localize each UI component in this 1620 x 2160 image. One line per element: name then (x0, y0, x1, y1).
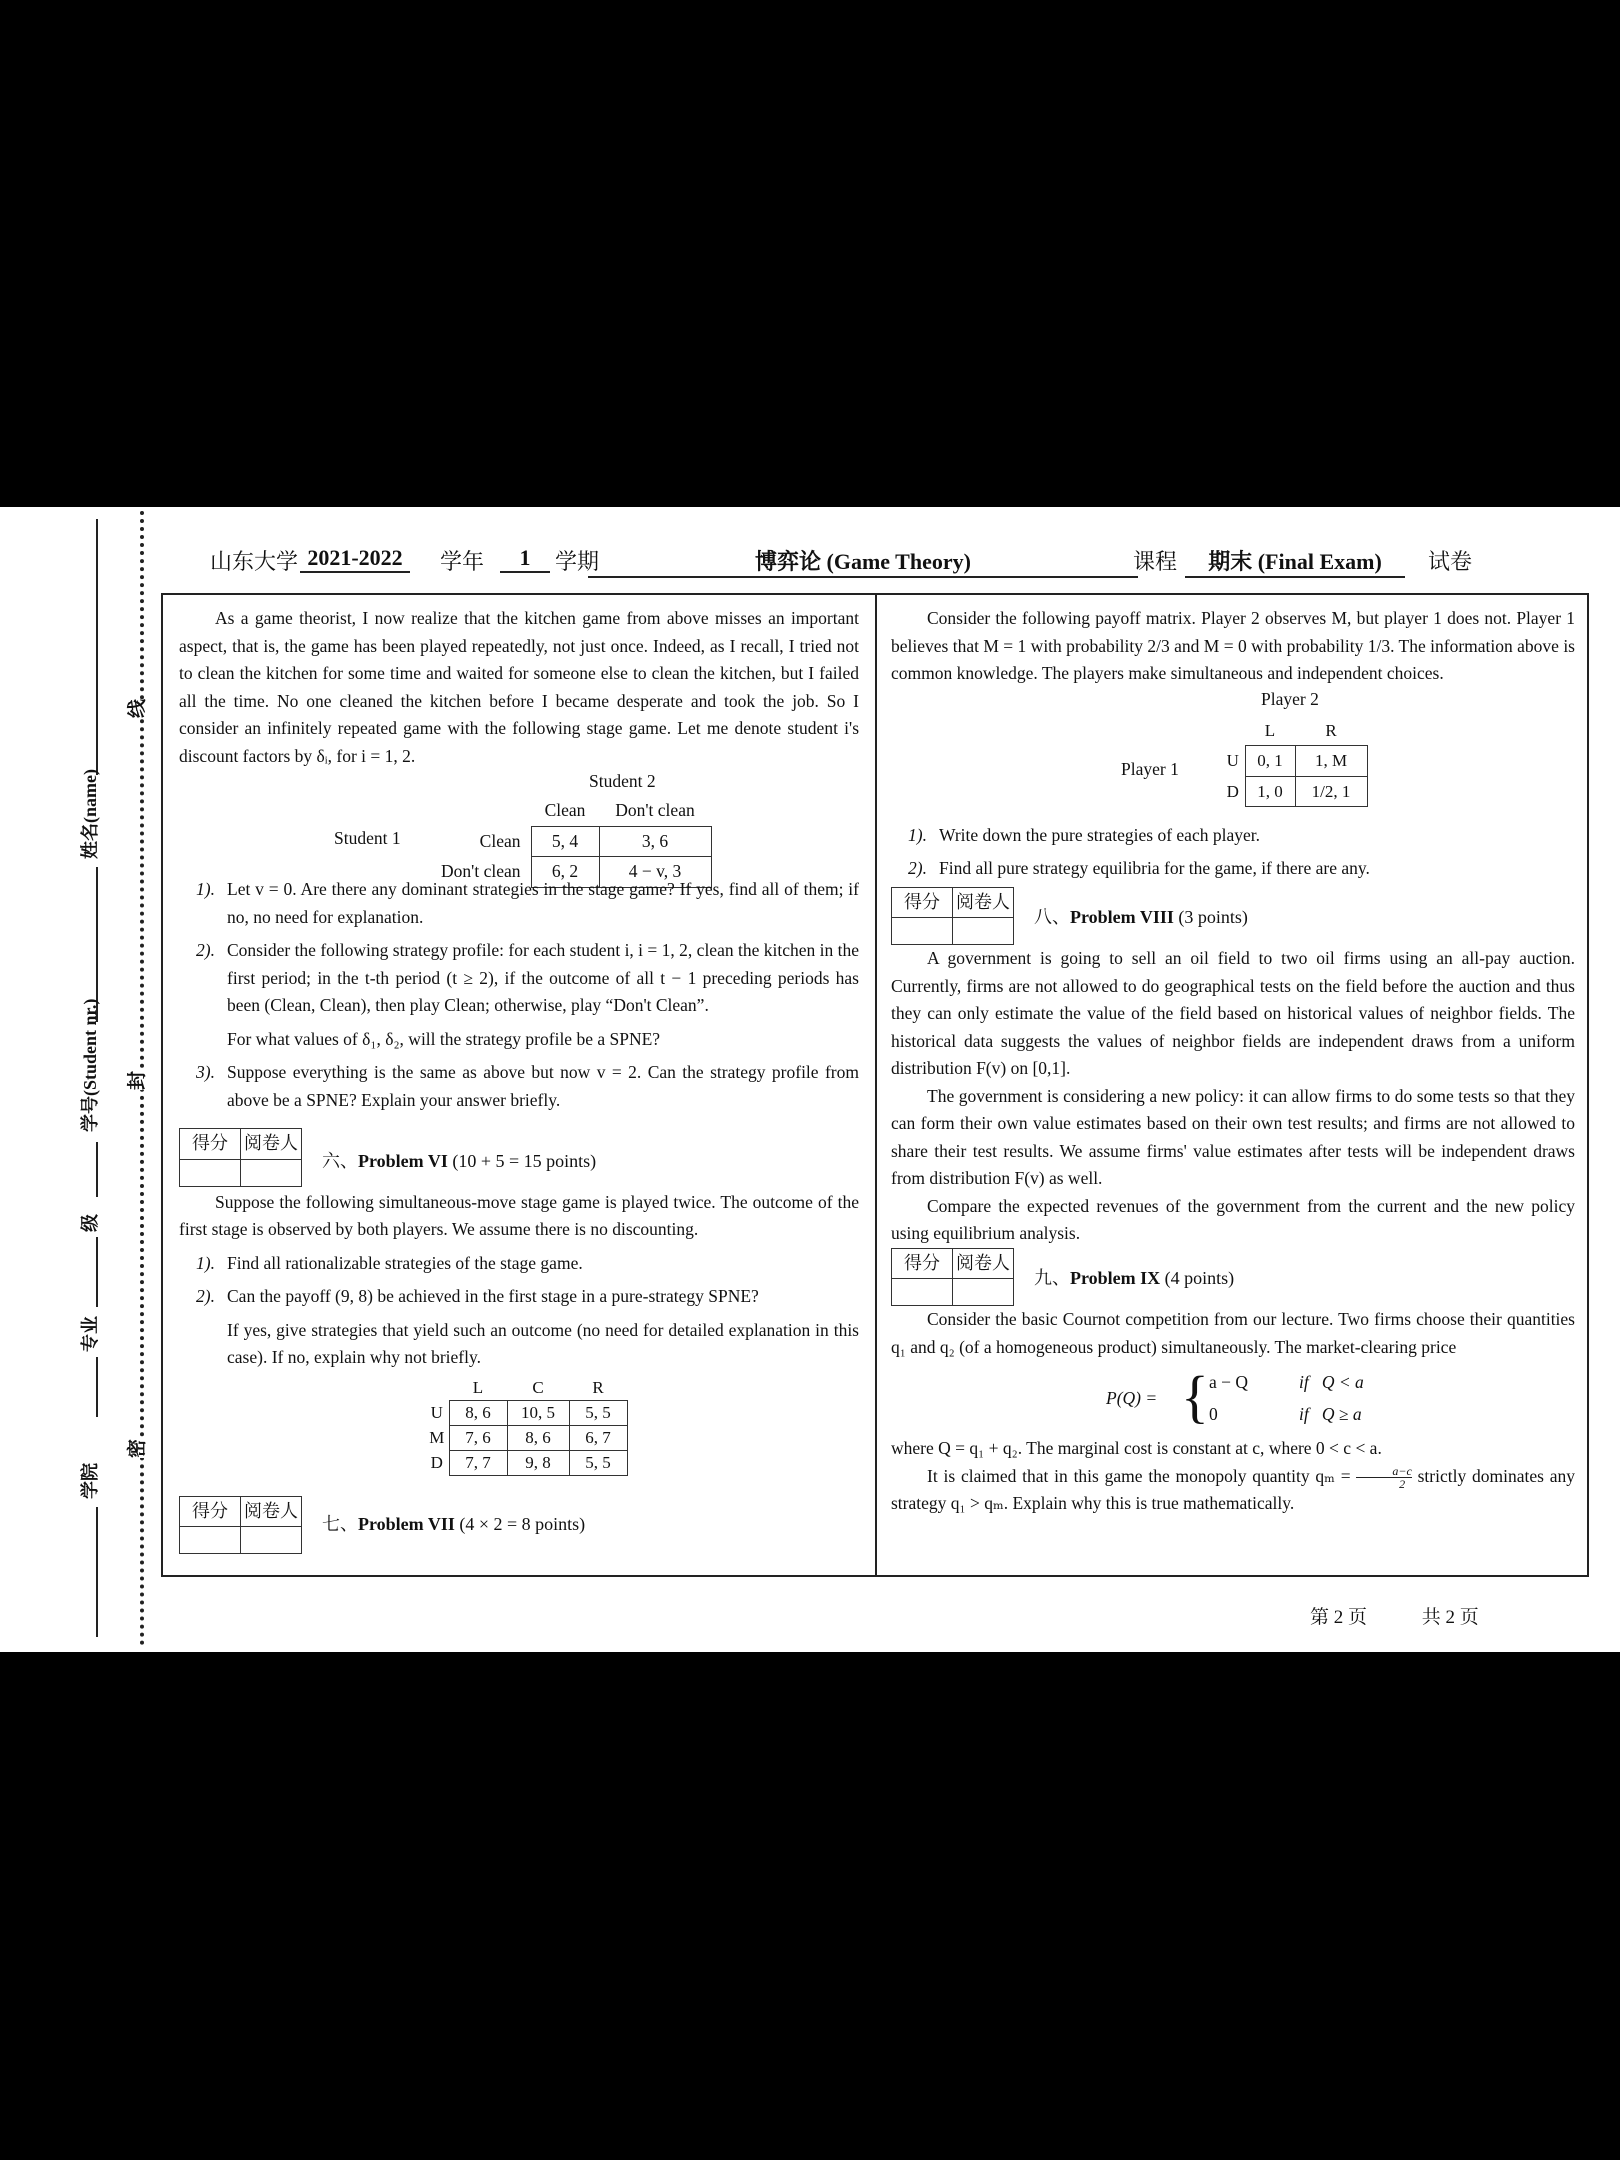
row-d: D (1226, 781, 1239, 801)
grader-field[interactable] (953, 918, 1014, 945)
problem-9-header (891, 1248, 1575, 1307)
grader-field[interactable] (241, 1527, 302, 1554)
score-box (179, 1128, 302, 1187)
col-r: R (592, 1377, 604, 1397)
college-label: 学院 (80, 1463, 100, 1499)
right-column (891, 605, 1575, 1518)
question-7-1: 1). Write down the pure strategies of each player. (908, 824, 1260, 845)
major-line (96, 1237, 98, 1307)
score-label: 得分 (892, 1248, 953, 1279)
problem-7-intro: Consider the following payoff matrix. Player 2 observes M, but player 1 does not. Player 1 believes that M = 1 with probability 2/3 and M = 0 with probability 1/3. The information above is common knowledge. The players make simultaneous and independent choices. (891, 608, 1575, 683)
table-cell: 8, 6 (507, 1425, 569, 1450)
bayesian-payoff-matrix (891, 688, 1575, 818)
table-cell: 6, 7 (569, 1425, 627, 1450)
exam-type: 期末 (Final Exam) (1185, 545, 1405, 578)
seal-char-xian: 线 (122, 699, 149, 718)
case1-value: a − Q (1209, 1372, 1249, 1392)
col-r: R (1325, 720, 1337, 740)
question-5-2-ask: For what values of δ₁, δ₂, will the strategy profile be a SPNE? (227, 1028, 661, 1049)
university-name: 山东大学 (210, 549, 299, 574)
problem-6-header (179, 1128, 859, 1187)
score-label: 得分 (180, 1129, 241, 1160)
problem-6-intro: Suppose the following simultaneous-move stage game is played twice. The outcome of the first stage is observed by both players. We assume there is no discounting. (179, 1191, 859, 1239)
term-number: 1 (500, 545, 550, 573)
binding-margin (0, 507, 150, 1652)
left-column (179, 605, 859, 1554)
kitchen-game-intro: As a game theorist, I now realize that the kitchen game from above misses an important aspect, that is, the game has been played repeatedly, not just once. Indeed, as I recall, I tried not to clean the kitchen for some time and waited for someone else to clean the kitchen, but I failed all the time. No one cleaned the kitchen before I became desperate and took the job. So I consider an infinitely repeated game with the following stage game. Let me denote student i's discount factors by δᵢ, for i = 1, 2. (179, 608, 859, 766)
row-clean: Clean (479, 830, 521, 851)
score-label: 得分 (180, 1496, 241, 1527)
seal-char-feng: 封 (122, 1071, 149, 1090)
table-cell: 5, 5 (569, 1400, 627, 1425)
table-cell: 1/2, 1 (1295, 776, 1367, 807)
brace-icon: { (1181, 1364, 1209, 1429)
table-cell: 1, M (1295, 746, 1367, 777)
table-cell: 0, 1 (1245, 746, 1295, 777)
question-5-2: 2). Consider the following strategy profile: for each student i, i = 1, 2, clean the kitchen in the first period; in the t-th period (t ≥ 2), if the outcome of all t − 1 preceding periods has been (Clean, Clean), then play Clean; otherwise, play “Don't Clean”. (196, 940, 859, 1015)
grader-field[interactable] (241, 1159, 302, 1186)
case2-value: 0 (1209, 1404, 1218, 1424)
class-line (96, 1142, 98, 1197)
page-number: 第 2 页 (1310, 1607, 1368, 1628)
table-cell: 3, 6 (599, 826, 711, 857)
question-5-3: 3). Suppose everything is the same as above but now v = 2. Can the strategy profile from above be a SPNE? Explain your answer briefly. (196, 1062, 859, 1110)
col-l: L (1264, 720, 1276, 740)
student1-label: Student 1 (334, 828, 401, 848)
question-7-2: 2). Find all pure strategy equilibria for the game, if there are any. (908, 858, 1370, 878)
name-line (96, 519, 98, 775)
problem-6-title: 六、Problem VI (10 + 5 = 15 points) (322, 1150, 597, 1171)
col-c: C (532, 1377, 544, 1397)
grader-label: 阅卷人 (953, 887, 1014, 918)
table-cell: 8, 6 (449, 1400, 507, 1425)
grader-field[interactable] (953, 1279, 1014, 1306)
table-cell: 10, 5 (507, 1400, 569, 1425)
question-6-1: 1). Find all rationalizable strategies of the stage game. (196, 1252, 583, 1273)
academic-year: 2021-2022 (300, 545, 410, 573)
case1-condition: if Q < a (1299, 1372, 1364, 1392)
table-cell: 5, 4 (531, 826, 599, 857)
player2-label: Player 2 (1261, 688, 1319, 709)
problem-8-title: 八、Problem VIII (3 points) (1034, 907, 1248, 927)
row-u: U (430, 1402, 443, 1422)
score-field[interactable] (892, 918, 953, 945)
problem-8-header (891, 887, 1575, 946)
row-dont-clean: Don't clean (441, 861, 521, 881)
table-cell: 1, 0 (1245, 776, 1295, 807)
equation-lhs: P(Q) = (1106, 1388, 1158, 1408)
question-6-2: 2). Can the payoff (9, 8) be achieved in the first stage in a pure-strategy SPNE? (196, 1286, 759, 1306)
price-equation (891, 1365, 1575, 1435)
question-5-1: 1). Let v = 0. Are there any dominant strategies in the stage game? If yes, find all of them; if no, no need for explanation. (196, 879, 859, 927)
course-label: 课程 (1133, 549, 1178, 574)
problem-8-para2: The government is considering a new policy: it can allow firms to do some tests so that they can form their own value estimates based on their own test results; and firms are not allowed to share their test results. We assume firms' value estimates after tests will be independent draws from distribution F(v) as well. (891, 1085, 1575, 1188)
table-cell: 9, 8 (507, 1450, 569, 1475)
score-box (891, 1248, 1014, 1307)
question-6-2-detail: If yes, give strategies that yield such an outcome (no need for detailed explanation in this case). If no, explain why not briefly. (227, 1319, 859, 1367)
exam-body (161, 593, 1589, 1577)
problem-8-para3: Compare the expected revenues of the government from the current and the new policy using equilibrium analysis. (891, 1195, 1575, 1243)
table-cell: 7, 7 (449, 1450, 507, 1475)
seal-char-mi: 密 (122, 1439, 149, 1458)
total-pages: 共 2 页 (1421, 1607, 1479, 1628)
column-divider (875, 595, 877, 1575)
problem-9-para1: Consider the basic Cournot competition from our lecture. Two firms choose their quantities q₁ and q₂ (of a homogeneous product) simultaneously. The market-clearing price (891, 1309, 1575, 1357)
grader-label: 阅卷人 (241, 1496, 302, 1527)
score-field[interactable] (892, 1279, 953, 1306)
year-suffix: 学年 (440, 549, 485, 574)
col-clean: Clean (544, 800, 586, 820)
problem-8-para1: A government is going to sell an oil field to two oil firms using an all-pay auction. Currently, firms are not allowed to do geographical tests on the field before the auction and thus they can only estimate the value of the field based on historical values of neighbor fields. The historical data suggests the values of neighbor fields are independent draws from a uniform distribution F(v) on [0,1]. (891, 948, 1575, 1078)
score-label: 得分 (892, 887, 953, 918)
exam-suffix: 试卷 (1428, 549, 1473, 574)
problem-9-title: 九、Problem IX (4 points) (1034, 1268, 1235, 1288)
problem-9-para2: where Q = q₁ + q₂. The marginal cost is constant at c, where 0 < c < a. (891, 1438, 1382, 1458)
exam-sheet (0, 507, 1620, 1652)
grader-label: 阅卷人 (241, 1129, 302, 1160)
student2-label: Student 2 (589, 771, 656, 791)
table-cell: 5, 5 (569, 1450, 627, 1475)
major-label: 专业 (80, 1316, 100, 1352)
kitchen-payoff-matrix (179, 770, 859, 881)
exam-header (210, 545, 1530, 585)
term-suffix: 学期 (555, 549, 600, 574)
score-field[interactable] (180, 1159, 241, 1186)
col-dont-clean: Don't clean (615, 800, 695, 820)
payoff-table (1221, 716, 1368, 808)
problem-7-title: 七、Problem VII (4 × 2 = 8 points) (322, 1514, 586, 1534)
score-field[interactable] (180, 1527, 241, 1554)
stage-game-table (429, 796, 712, 888)
problem-6-matrix (425, 1376, 628, 1476)
name-label: 姓名(name) (80, 769, 100, 859)
problem-7-header (179, 1496, 859, 1555)
score-box (891, 887, 1014, 946)
student-nr-label: 学号(Student nr.) (80, 998, 100, 1132)
row-u: U (1226, 751, 1239, 770)
course-title: 博弈论 (Game Theory) (588, 545, 1138, 578)
college-line (96, 1357, 98, 1417)
row-d: D (430, 1452, 443, 1472)
player1-label: Player 1 (1121, 758, 1179, 779)
bottom-line (96, 1507, 98, 1637)
monopoly-fraction: $\frac{a-c}{2}$ (1356, 1465, 1411, 1490)
class-label: 级 (80, 1214, 100, 1232)
col-l: L (472, 1377, 484, 1397)
table-cell: 7, 6 (449, 1425, 507, 1450)
case2-condition: if Q ≥ a (1299, 1404, 1362, 1424)
table-cell: 4 − v, 3 (599, 857, 711, 888)
grader-label: 阅卷人 (953, 1248, 1014, 1279)
problem-9-para3: It is claimed that in this game the monopoly quantity qₘ = $\frac{a-c}{2}$ strictly dominates any strategy q₁ > qₘ. Explain why this is true mathematically. (891, 1463, 1575, 1513)
page-footer (1310, 1602, 1529, 1629)
row-m: M (429, 1427, 445, 1447)
table-cell: 6, 2 (531, 857, 599, 888)
score-box (179, 1496, 302, 1555)
